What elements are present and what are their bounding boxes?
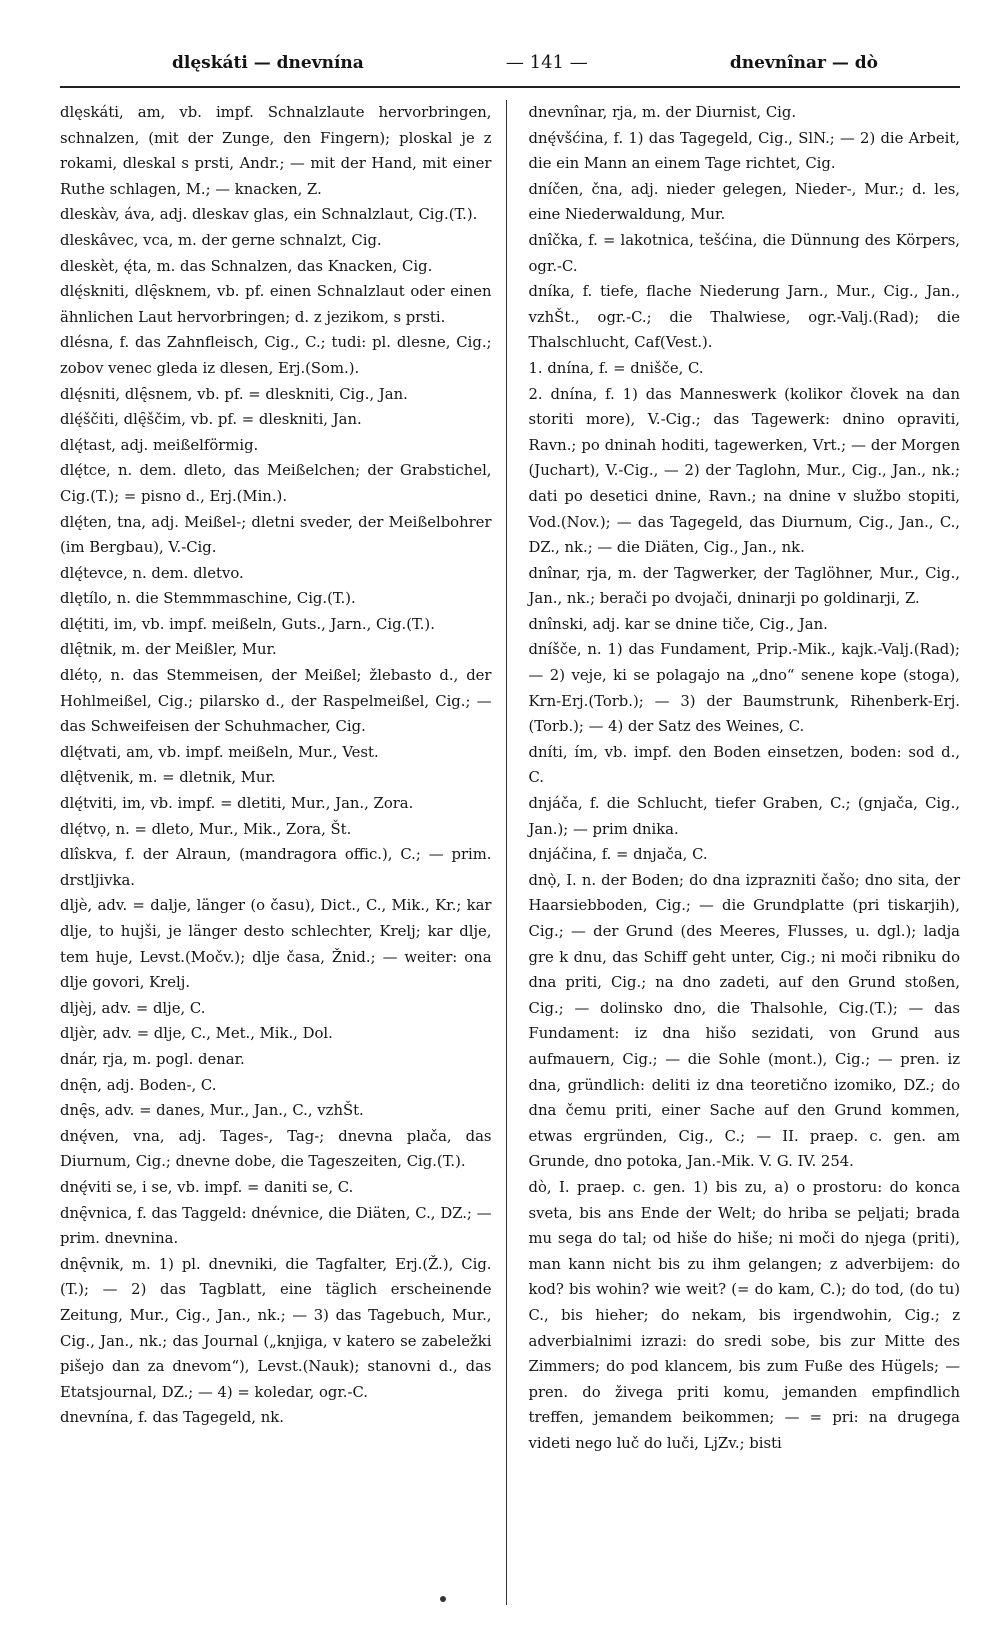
dictionary-entry: dnę́ven, vna, adj. Tages-, Tag-; dnevna plača, das Diurnum, Cig.; dnevne dobe, die Tageszeiten, Cig.(T.). (60, 1127, 492, 1171)
dictionary-entry: dlę́tast, adj. meißelförmig. (60, 436, 259, 454)
dictionary-entry: dnjáča, f. die Schlucht, tiefer Graben, C.; (gnjača, Cig., Jan.); — prim dnika. (528, 795, 961, 838)
dictionary-entry: 1. dnína, f. = dnišče, C. (528, 359, 704, 377)
dictionary-entry: dlętílo, n. die Stemmmaschine, Cig.(T.). (60, 590, 356, 608)
dictionary-entry: dlę́tevce, n. dem. dletvo. (60, 564, 244, 582)
dictionary-entry: dnę̑n, adj. Boden-, C. (60, 1076, 217, 1094)
dictionary-entry: dnjáčina, f. = dnjača, C. (528, 846, 708, 864)
dictionary-entry: dlîskva, f. der Alraun, (mandragora offic.), C.; — prim. drstljivka. (60, 846, 492, 889)
dictionary-entry: dnînski, adj. kar se dnine tiče, Cig., Jan. (528, 615, 828, 633)
page-number: — 141 — (505, 52, 588, 73)
dictionary-entry: dlę́tviti, im, vb. impf. = dletiti, Mur., Jan., Zora. (60, 795, 414, 813)
dictionary-entry: dníšče, n. 1) das Fundament, Prip.-Mik., kajk.-Valj.(Rad);— 2) veje, ki se polagajo na „dno“ senene kope (stoga), Krn-Erj.(Torb.); — 3) der Baumstrunk, Rihenberk-Erj.(Torb.); — 4) der Satz des Weines, C. (528, 641, 961, 736)
dictionary-entry: dò, I. praep. c. gen. 1) bis zu, a) o prostoru: do konca sveta, bis ans Ende der Welt; do hriba se peljati; brada mu sega do tal; od hiše do hiše; ni moči do njega (priti), man kann nicht bis zu ihm gelangen; z adverbijem: do kod? bis wohin? wie weit? (= do kam, C.); do tod, (do tu) C., bis hieher; do nekam, bis irgendwohin, Cig.; z adverbialnimi izrazi: do sredi sobe, bis zur Mitte des Zimmers; do pod klancem, bis zum Fuße des Hügels; — pren. do živega priti komu, jemanden empfindlich treffen, jemandem beikommen; — = pri: na drugega videti nego luč do luči, LjZv.; bisti (528, 1178, 961, 1452)
dictionary-entry: dleskàv, áva, adj. dleskav glas, ein Schnalzlaut, Cig.(T.). (60, 206, 478, 224)
dictionary-entry: dlétọ, n. das Stemmeisen, der Meißel; žlebasto d., der Hohlmeißel, Cig.; pilarsko d., der Raspelmeißel, Cig.; — das Schweifeisen der Schuhmacher, Cig. (60, 667, 492, 736)
dictionary-entry: dnevnînar, rja, m. der Diurnist, Cig. (528, 104, 797, 121)
dictionary-entry: dlę́tvọ, n. = dleto, Mur., Mik., Zora, Št. (60, 820, 352, 838)
dictionary-entry: dnọ̀, I. n. der Boden; do dna izprazniti čašo; dno sita, der Haarsiebboden, Cig.; — die Grundplatte (pri tiskarjih), Cig.; — der Grund (des Meeres, Flusses, u. dgl.); ladja gre k dnu, das Schiff geht unter, Cig.; ni moči ribniku do dna priti, Cig.; na dno zadeti, auf den Grund stoßen, Cig.; — dolinsko dno, die Thalsohle, Cig.(T.); — das Fundament: iz dna hišo sezidati, von Grund aus aufmauern, Cig.; — die Sohle (mont.), Cig.; — pren. iz dna, gründlich: deliti iz dna teoretično izomiko, DZ.; do dna čemu priti, einer Sache auf den Grund kommen, etwas ergründen, Cig., C.; — II. praep. c. gen. am Grunde, dno potoka, Jan.-Mik. V. G. IV. 254. (528, 871, 961, 1171)
dictionary-entry: dnînar, rja, m. der Tagwerker, der Taglöhner, Mur., Cig., Jan., nk.; berači po dvojači, dninarji po goldinarji, Z. (528, 564, 961, 608)
dictionary-entry: dlęskáti, am, vb. impf. Schnalzlaute hervorbringen, schnalzen, (mit der Zunge, den Fingern); ploskal je z rokami, dleskal s prsti, Andr.; — mit der Hand, mit einer Ruthe schlagen, M.; — knacken, Z. (60, 104, 492, 198)
dictionary-entry: dnę̑s, adv. = danes, Mur., Jan., C., vzhŠt. (60, 1102, 364, 1120)
dictionary-entry: dlésna, f. das Zahnfleisch, Cig., C.; tudi: pl. dlesne, Cig.; zobov venec gleda iz dlesen, Erj.(Som.). (60, 334, 492, 377)
dictionary-entry: dlę́skniti, dlę̑sknem, vb. pf. einen Schnalzlaut oder einen ähnlichen Laut hervorbringen; d. z jezikom, s prsti. (60, 283, 492, 326)
dictionary-entry: dnę́všćina, f. 1) das Tagegeld, Cig., SlN.; — 2) die Arbeit, die ein Mann an einem Tage richtet, Cig. (528, 129, 961, 173)
dictionary-entry: dnę̑vnik, m. 1) pl. dnevniki, die Tagfalter, Erj.(Ž.), Cig.(T.); — 2) das Tagblatt, eine täglich erscheinende Zeitung, Mur., Cig., Jan., nk.; — 3) das Tagebuch, Mur., Cig., Jan., nk.; das Journal („knjiga, v katero se zabeležki pišejo dan za dnevom“), Levst.(Nauk); stanovni d., das Etatsjournal, DZ.; — 4) = koledar, ogr.-C. (60, 1255, 492, 1401)
dictionary-entry: dleskâvec, vca, m. der gerne schnalzt, Cig. (60, 231, 382, 249)
right-column (507, 100, 961, 1605)
dictionary-entry: dnevnína, f. das Tagegeld, nk. (60, 1409, 284, 1427)
dictionary-entry: dlę́ščiti, dlę̑ščim, vb. pf. = dleskniti, Jan. (60, 411, 362, 429)
dictionary-entry: dlę́sniti, dlę̑snem, vb. pf. = dleskniti, Cig., Jan. (60, 385, 408, 403)
dictionary-entry: dleskèt, ę́ta, m. das Schnalzen, das Knacken, Cig. (60, 257, 433, 275)
dictionary-entry: dlę́ten, tna, adj. Meißel-; dletni sveder, der Meißelbohrer (im Bergbau), V.-Cig. (60, 513, 492, 557)
dictionary-entry: dljè, adv. = dalje, länger (o času), Dict., C., Mik., Kr.; kar dlje, to hujši, je länger desto schlechter, Krelj; kar dlje, tem huje, Levst.(Močv.); dlje časa, Žnid.; — weiter: ona dlje govori, Krelj. (60, 897, 492, 992)
dictionary-entry: dlę̑tvenik, m. = dletnik, Mur. (60, 769, 276, 787)
left-column (60, 100, 506, 1605)
dictionary-entry: 2. dnína, f. 1) das Manneswerk (kolikor človek na dan storiti more), V.-Cig.; das Tagewerk: dnino opraviti, Ravn.; po dninah hoditi, tagewerken, Vrt.; — der Morgen (Juchart), V.-Cig., — 2) der Taglohn, Mur., Cig., Jan., nk.; dati po desetici dnine, Ravn.; na dnine v službo stopiti, Vod.(Nov.); — das Tagegeld, das Diurnum, Cig., Jan., C., DZ., nk.; — die Diäten, Cig., Jan., nk. (528, 385, 961, 557)
dictionary-entry: dnár, rja, m. pogl. denar. (60, 1050, 245, 1068)
two-column-body (60, 100, 960, 1605)
dictionary-entry: dnîčka, f. = lakotnica, tešćina, die Dünnung des Körpers, ogr.-C. (528, 231, 961, 275)
page-dot-mark (440, 1596, 446, 1602)
header-rule (60, 86, 960, 88)
dictionary-entry: dljèj, adv. = dlje, C. (60, 999, 206, 1017)
dictionary-entry: dljèr, adv. = dlje, C., Met., Mik., Dol. (60, 1025, 333, 1043)
dictionary-entry: dníti, ím, vb. impf. den Boden einsetzen, boden: sod d., C. (528, 743, 961, 787)
dictionary-entry: dlę́tce, n. dem. dleto, das Meißelchen; der Grabstichel, Cig.(T.); = pisno d., Erj.(Min.). (60, 462, 492, 505)
dictionary-entry: dníka, f. tiefe, flache Niederung Jarn., Mur., Cig., Jan., vzhŠt., ogr.-C.; die Thalwiese, ogr.-Valj.(Rad); die Thalschlucht, Caf(Vest.). (528, 283, 961, 352)
dictionary-entry: dlę̑tnik, m. der Meißler, Mur. (60, 641, 277, 659)
header-left-guideword: dlęskáti — dnevnína (172, 53, 364, 73)
dictionary-entry: dníčen, čna, adj. nieder gelegen, Nieder-, Mur.; d. les, eine Niederwaldung, Mur. (528, 180, 961, 224)
dictionary-entry: dlę́titi, im, vb. impf. meißeln, Guts., Jarn., Cig.(T.). (60, 615, 435, 633)
dictionary-entry: dnę́viti se, i se, vb. impf. = daniti se, C. (60, 1178, 354, 1196)
header-right-guideword: dnevnînar — dò (729, 53, 878, 73)
page-header (60, 52, 960, 73)
dictionary-entry: dnę̑vnica, f. das Taggeld: dnévnice, die Diäten, C., DZ.; — prim. dnevnina. (60, 1204, 492, 1248)
dictionary-entry: dlę́tvati, am, vb. impf. meißeln, Mur., Vest. (60, 743, 379, 761)
